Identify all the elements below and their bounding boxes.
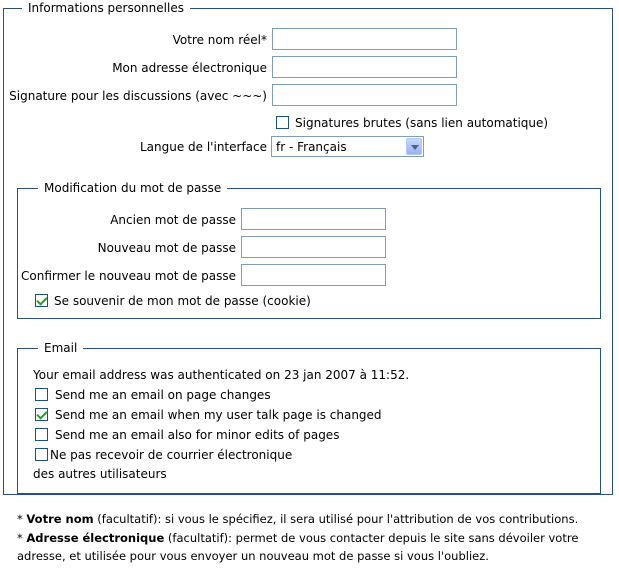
signature-label: Signature pour les discussions (avec ~~~) <box>9 89 267 103</box>
remember-password-label: Se souvenir de mon mot de passe (cookie) <box>54 294 311 308</box>
note-email-bold: Adresse électronique <box>26 531 165 545</box>
old-password-label: Ancien mot de passe <box>110 213 236 227</box>
email-legend: Email <box>38 341 83 355</box>
email-minor-edits-label: Send me an email also for minor edits of pages <box>55 428 340 442</box>
email-talk-page-checkbox[interactable] <box>35 408 48 421</box>
email-talk-page-label: Send me an email when my user talk page is changed <box>55 408 382 422</box>
note-name <box>17 510 607 528</box>
note-name-star: * <box>17 512 27 526</box>
note-email-text: (facultatif): permet de vous contacter depuis le site sans dévoiler votre adresse, et utilisée pour vous envoyer un nouveau mot de passe si vous l'oubliez. <box>17 531 579 563</box>
chevron-down-icon[interactable] <box>406 138 422 155</box>
raw-signature-label: Signatures brutes (sans lien automatique) <box>295 116 549 130</box>
real-name-input[interactable] <box>272 28 457 50</box>
language-select[interactable] <box>271 136 424 157</box>
confirm-password-input[interactable] <box>241 264 386 286</box>
no-user-email-label-line2: des autres utilisateurs <box>33 467 167 481</box>
language-select-value: fr - Français <box>276 140 347 154</box>
signature-input[interactable] <box>272 84 457 106</box>
email-page-changes-label: Send me an email on page changes <box>55 388 271 402</box>
new-password-input[interactable] <box>241 236 386 258</box>
language-label: Langue de l'interface <box>139 140 267 154</box>
email-auth-text: Your email address was authenticated on 23 jan 2007 à 11:52. <box>33 368 410 382</box>
email-minor-edits-checkbox[interactable] <box>35 428 48 441</box>
email-input[interactable] <box>272 56 457 78</box>
confirm-password-label: Confirmer le nouveau mot de passe <box>21 269 236 283</box>
password-legend: Modification du mot de passe <box>38 181 227 195</box>
real-name-label: Votre nom réel* <box>172 33 267 47</box>
raw-signature-checkbox[interactable] <box>276 116 289 129</box>
no-user-email-checkbox[interactable] <box>35 448 48 461</box>
email-label: Mon adresse électronique <box>112 61 267 75</box>
personal-info-legend: Informations personnelles <box>22 1 190 15</box>
remember-password-checkbox[interactable] <box>35 294 48 307</box>
note-name-bold: Votre nom <box>26 512 94 526</box>
note-name-text: (facultatif): si vous le spécifiez, il sera utilisé pour l'attribution de vos contributions. <box>93 512 579 526</box>
no-user-email-label-line1: Ne pas recevoir de courrier électronique <box>50 448 293 462</box>
note-email <box>17 529 609 565</box>
note-email-star: * <box>17 531 27 545</box>
new-password-label: Nouveau mot de passe <box>97 241 236 255</box>
old-password-input[interactable] <box>241 208 386 230</box>
email-page-changes-checkbox[interactable] <box>35 388 48 401</box>
